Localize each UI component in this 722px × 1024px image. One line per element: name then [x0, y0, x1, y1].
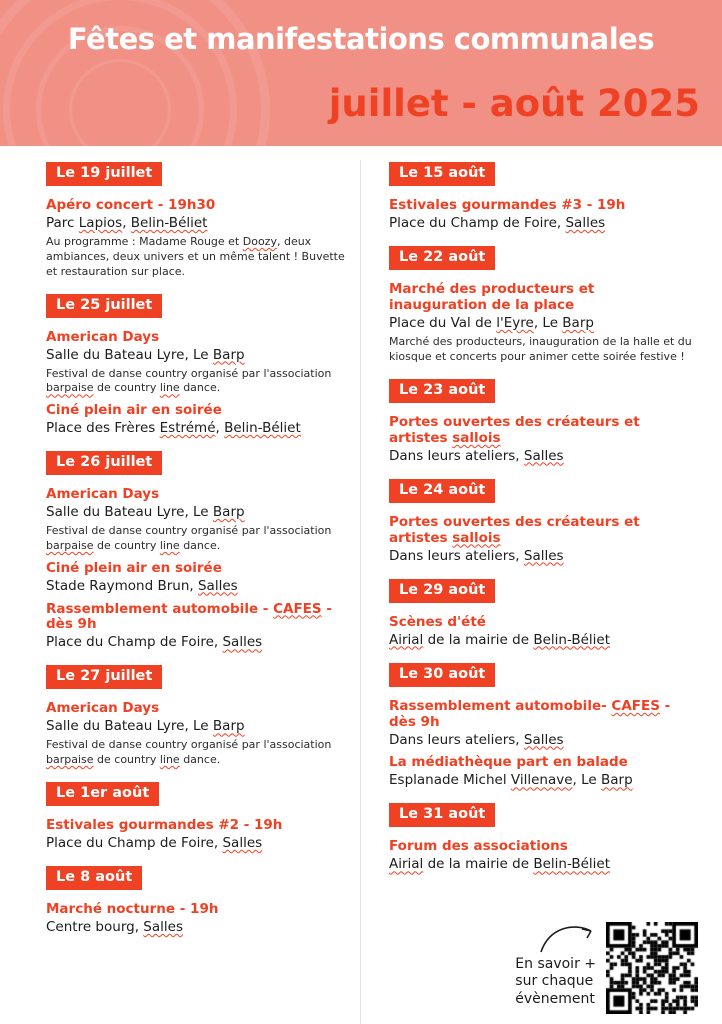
event-date-chip: Le 24 août	[389, 479, 495, 503]
page-subtitle: juillet - août 2025	[328, 82, 700, 125]
event-entry	[389, 515, 696, 565]
event-title: Estivales gourmandes #2 - 19h	[46, 817, 283, 834]
event-entry	[46, 330, 352, 396]
page-title: Fêtes et manifestations communales	[67, 22, 655, 56]
event-title: American Days	[46, 700, 160, 717]
event-description: Marché des producteurs, inauguration de la halle et du kiosque et concerts pour animer cette soirée festive !	[389, 334, 692, 363]
event-entry	[46, 403, 352, 437]
event-title: Marché des producteurs et inauguration de la place	[389, 281, 595, 314]
event-title: American Days	[46, 328, 160, 345]
event-entry	[389, 755, 696, 789]
event-date-chip: Le 27 juillet	[46, 665, 162, 689]
event-date-chip: Le 29 août	[389, 579, 495, 603]
event-title: Rassemblement automobile - CAFES - dès 9h	[46, 600, 332, 633]
event-description: Festival de danse country organisé par l'association barpaise de country line dance.	[46, 366, 332, 395]
event-title: Ciné plein air en soirée	[46, 559, 222, 576]
event-entry	[389, 415, 696, 465]
event-entry	[46, 701, 352, 767]
event-entry	[46, 602, 352, 652]
event-description: Festival de danse country organisé par l'association barpaise de country line dance.	[46, 524, 332, 552]
event-location: Parc Lapios, Belin-Béliet	[46, 215, 208, 232]
event-description: Festival de danse country organisé par l'association barpaise de country line dance.	[46, 738, 332, 767]
event-location: Airial de la mairie de Belin-Béliet	[389, 856, 611, 873]
event-entry	[46, 902, 352, 936]
event-entry	[46, 818, 352, 852]
event-date-chip: Le 26 juillet	[46, 451, 162, 475]
event-location: Place du Champ de Foire, Salles	[389, 215, 606, 232]
event-location: Stade Raymond Brun, Salles	[46, 577, 238, 594]
event-location: Salle du Bateau Lyre, Le Barp	[46, 718, 245, 735]
event-date-chip: Le 30 août	[389, 663, 495, 687]
event-title: Marché nocturne - 19h	[46, 901, 219, 918]
event-title: Portes ouvertes des créateurs et artistes sallois	[389, 413, 640, 446]
qr-caption: En savoir + sur chaque évènement	[515, 956, 596, 1015]
event-entry	[46, 561, 352, 595]
qr-code-icon[interactable]	[606, 922, 698, 1014]
event-date-chip: Le 1er août	[46, 782, 159, 806]
event-location: Salle du Bateau Lyre, Le Barp	[46, 346, 245, 363]
poster-header	[0, 0, 722, 146]
event-date-chip: Le 25 juillet	[46, 294, 162, 318]
event-title: American Days	[46, 486, 160, 503]
event-entry	[389, 839, 696, 873]
event-title: Scènes d'été	[389, 613, 486, 630]
event-title: Estivales gourmandes #3 - 19h	[389, 197, 626, 214]
event-entry	[389, 615, 696, 649]
event-location: Dans leurs ateliers, Salles	[389, 547, 564, 564]
events-column-left	[18, 160, 361, 1024]
event-date-chip: Le 31 août	[389, 803, 495, 827]
event-location: Place du Val de l'Eyre, Le Barp	[389, 315, 594, 332]
events-content	[0, 146, 722, 1024]
event-location: Place du Champ de Foire, Salles	[46, 634, 263, 651]
event-location: Place du Champ de Foire, Salles	[46, 835, 263, 852]
event-location: Salle du Bateau Lyre, Le Barp	[46, 504, 245, 521]
arrow-icon	[539, 922, 599, 956]
event-entry	[46, 487, 352, 553]
event-entry	[389, 699, 696, 749]
event-location: Centre bourg, Salles	[46, 919, 183, 936]
events-column-right	[361, 160, 704, 1024]
event-location: Dans leurs ateliers, Salles	[389, 731, 564, 748]
event-entry	[389, 198, 696, 232]
event-title: Forum des associations	[389, 838, 568, 855]
event-description: Au programme : Madame Rouge et Doozy, deux ambiances, deux univers et un même talent ! Buvette et restauration sur place.	[46, 235, 345, 278]
event-location: Place des Frères Estrémé, Belin-Béliet	[46, 420, 301, 437]
event-entry	[46, 198, 352, 279]
event-location: Esplanade Michel Villenave, Le Barp	[389, 772, 633, 789]
event-date-chip: Le 19 juillet	[46, 162, 162, 186]
event-date-chip: Le 22 août	[389, 246, 495, 270]
events-columns	[18, 160, 704, 1024]
event-date-chip: Le 23 août	[389, 379, 495, 403]
event-title: Rassemblement automobile- CAFES - dès 9h	[389, 697, 671, 730]
event-title: Portes ouvertes des créateurs et artistes sallois	[389, 513, 640, 546]
event-location: Airial de la mairie de Belin-Béliet	[389, 631, 611, 648]
event-date-chip: Le 8 août	[46, 866, 142, 890]
event-title: Apéro concert - 19h30	[46, 197, 216, 214]
event-title: Ciné plein air en soirée	[46, 402, 222, 419]
qr-footer	[515, 922, 698, 1014]
event-date-chip: Le 15 août	[389, 162, 495, 186]
event-title: La médiathèque part en balade	[389, 754, 628, 771]
event-location: Dans leurs ateliers, Salles	[389, 447, 564, 464]
event-entry	[389, 282, 696, 364]
